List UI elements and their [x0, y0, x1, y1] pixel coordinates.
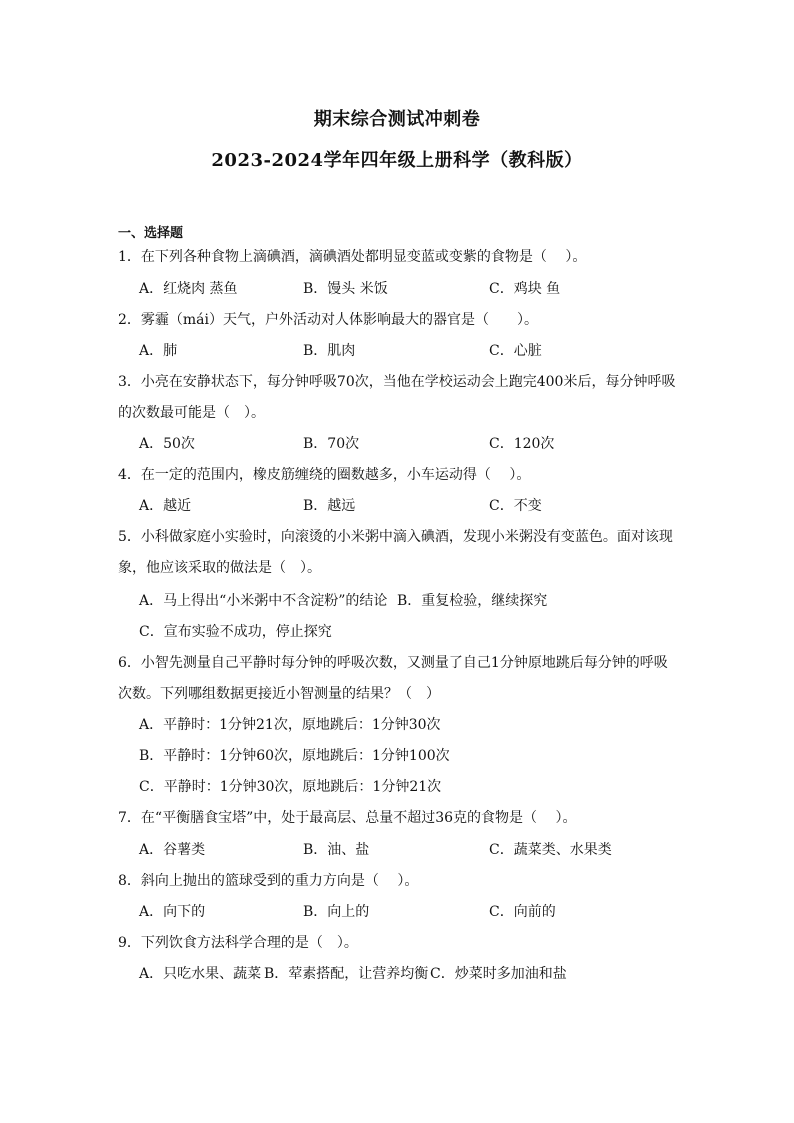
q9-option-b: B．荤素搭配，让营养均衡 [264, 966, 429, 982]
q9-option-c: C．炒菜时多加油和盐 [430, 966, 567, 982]
page-subtitle: 2023-2024学年四年级上册科学（教科版） [211, 150, 583, 171]
question-1: 1．在下列各种食物上滴碘酒，滴碘酒处都明显变蓝或变紫的食物是（ ）。 [118, 249, 587, 265]
q2-option-c: C．心脏 [489, 343, 542, 359]
q3-option-c: C．120次 [489, 436, 555, 452]
q7-option-c: C．蔬菜类、水果类 [489, 842, 612, 858]
q6-option-c: C．平静时：1分钟30次，原地跳后：1分钟21次 [139, 779, 442, 795]
q7-option-b: B．油、盐 [303, 842, 370, 858]
q3-option-a: A．50次 [139, 436, 195, 452]
q2-option-a: A．肺 [139, 343, 178, 359]
q6-option-b: B．平静时：1分钟60次，原地跳后：1分钟100次 [139, 748, 450, 764]
q4-option-c: C．不变 [489, 498, 542, 514]
question-3: 3．小亮在安静状态下，每分钟呼吸70次，当他在学校运动会上跑完400米后，每分钟呼吸 [118, 374, 676, 390]
q8-option-a: A．向下的 [139, 904, 206, 920]
question-4: 4．在一定的范围内，橡皮筋缠绕的圈数越多，小车运动得（ ）。 [118, 467, 531, 483]
q6-option-a: A．平静时：1分钟21次，原地跳后：1分钟30次 [139, 717, 441, 733]
q9-option-a: A．只吃水果、蔬菜 [139, 966, 262, 982]
q5-option-c: C．宣布实验不成功，停止探究 [139, 624, 332, 640]
q7-option-a: A．谷薯类 [139, 842, 206, 858]
q4-option-a: A．越近 [139, 498, 192, 514]
question-2: 2．雾霾（mái）天气，户外活动对人体影响最大的器官是（ ）。 [118, 312, 539, 328]
q5-option-b: B．重复检验，继续探究 [397, 593, 548, 609]
q1-option-b: B．馒头 米饭 [303, 281, 388, 297]
question-5-line2: 象，他应该采取的做法是（ ）。 [118, 560, 321, 576]
q1-option-a: A．红烧肉 蒸鱼 [139, 281, 238, 297]
question-7: 7．在“平衡膳食宝塔”中，处于最高层、总量不超过36克的食物是（ ）。 [118, 810, 577, 826]
q8-option-c: C．向前的 [489, 904, 556, 920]
q3-option-b: B．70次 [303, 436, 360, 452]
q4-option-b: B．越远 [303, 498, 356, 514]
page-title: 期末综合测试冲刺卷 [313, 109, 481, 130]
question-6-line2: 次数。下列哪组数据更接近小智测量的结果？（ ） [118, 686, 440, 702]
section-heading: 一、选择题 [118, 226, 184, 241]
question-5: 5．小科做家庭小实验时，向滚烫的小米粥中滴入碘酒，发现小米粥没有变蓝色。面对该现 [118, 529, 673, 545]
q2-option-b: B．肌肉 [303, 343, 356, 359]
question-3-line2: 的次数最可能是（ ）。 [118, 405, 265, 421]
q5-option-a: A．马上得出“小米粥中不含淀粉”的结论 [139, 593, 388, 609]
q1-option-c: C．鸡块 鱼 [489, 281, 561, 297]
question-8: 8．斜向上抛出的篮球受到的重力方向是（ ）。 [118, 873, 419, 889]
question-6: 6．小智先测量自己平静时每分钟的呼吸次数，又测量了自己1分钟原地跳后每分钟的呼吸 [118, 655, 668, 671]
q8-option-b: B．向上的 [303, 904, 370, 920]
question-9: 9．下列饮食方法科学合理的是（ ）。 [118, 935, 358, 951]
